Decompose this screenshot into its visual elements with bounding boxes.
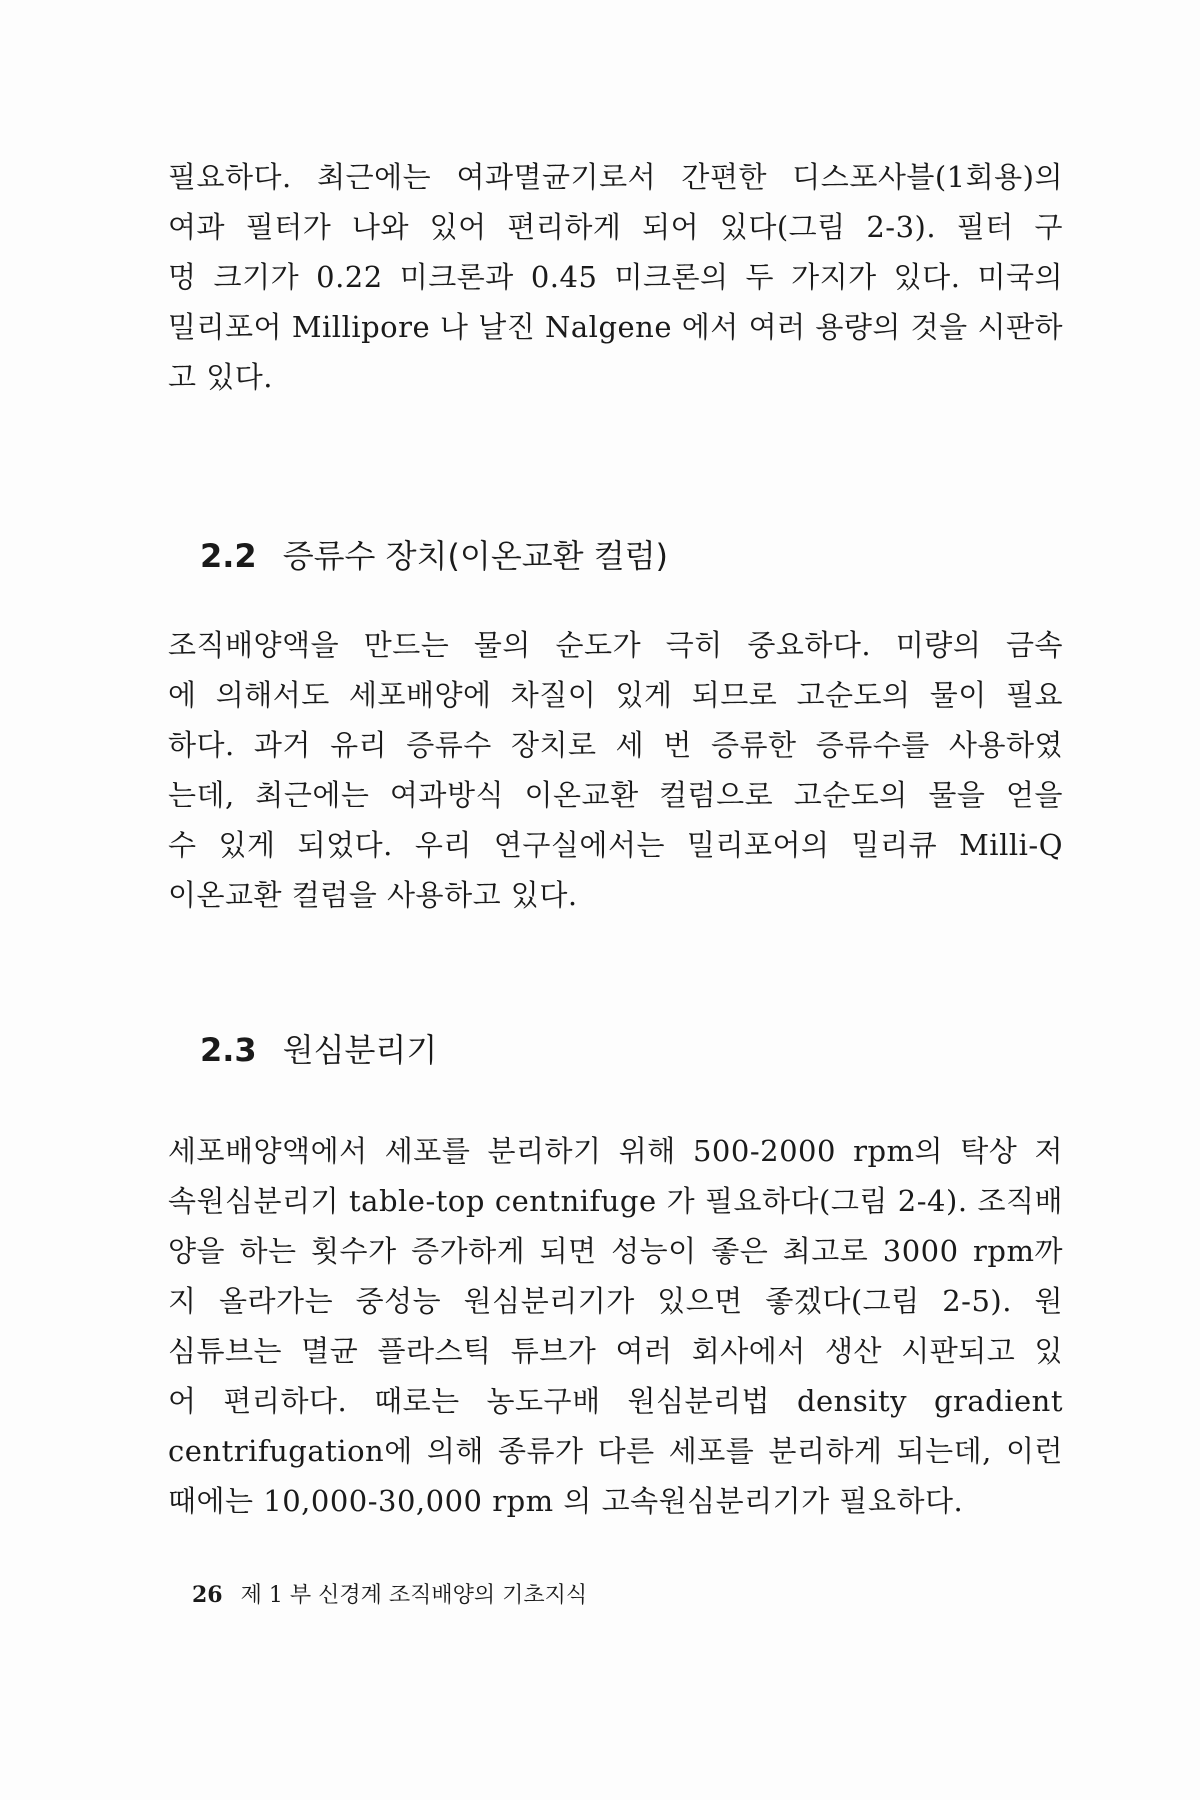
section-heading-2-2 <box>200 536 668 576</box>
paragraph-centrifuge <box>168 1126 1063 1526</box>
paragraph-line: 때에는 10,000-30,000 rpm 의 고속원심분리기가 필요하다. <box>168 1484 964 1518</box>
section-number: 2.2 <box>200 537 257 575</box>
paragraph-filter <box>168 152 1063 402</box>
section-title: 원심분리기 <box>282 1031 438 1069</box>
paragraph-line: 속원심분리기 table-top centnifuge 가 필요하다(그림 2-4). 조직배 <box>168 1184 1063 1218</box>
paragraph-line: 에 의해서도 세포배양에 차질이 있게 되므로 고순도의 물이 필요 <box>168 678 1063 712</box>
paragraph-line: 세포배양액에서 세포를 분리하기 위해 500-2000 rpm의 탁상 저 <box>168 1134 1063 1168</box>
paragraph-line: centrifugation에 의해 종류가 다른 세포를 분리하게 되는데, 이런 <box>168 1434 1063 1468</box>
page-footer <box>192 1580 587 1611</box>
paragraph-line: 심튜브는 멸균 플라스틱 튜브가 여러 회사에서 생산 시판되고 있 <box>168 1334 1063 1368</box>
paragraph-line: 고 있다. <box>168 360 273 394</box>
section-title: 증류수 장치(이온교환 컬럼) <box>282 537 669 575</box>
paragraph-line: 하다. 과거 유리 증류수 장치로 세 번 증류한 증류수를 사용하였 <box>168 728 1063 762</box>
paragraph-line: 필요하다. 최근에는 여과멸균기로서 간편한 디스포사블(1회용)의 <box>168 160 1063 194</box>
paragraph-line: 이온교환 컬럼을 사용하고 있다. <box>168 878 578 912</box>
running-title: 제 1 부 신경계 조직배양의 기초지식 <box>240 1583 588 1608</box>
paragraph-line: 어 편리하다. 때로는 농도구배 원심분리법 density gradient <box>168 1384 1063 1418</box>
paragraph-line: 양을 하는 횟수가 증가하게 되면 성능이 좋은 최고로 3000 rpm까 <box>168 1234 1063 1268</box>
section-heading-2-3 <box>200 1030 437 1070</box>
paragraph-distilled-water <box>168 620 1063 920</box>
page-number: 26 <box>192 1582 223 1608</box>
paragraph-line: 밀리포어 Millipore 나 날진 Nalgene 에서 여러 용량의 것을 시판하 <box>168 310 1063 344</box>
paragraph-line: 멍 크기가 0.22 미크론과 0.45 미크론의 두 가지가 있다. 미국의 <box>168 260 1063 294</box>
paragraph-line: 는데, 최근에는 여과방식 이온교환 컬럼으로 고순도의 물을 얻을 <box>168 778 1063 812</box>
paragraph-line: 지 올라가는 중성능 원심분리기가 있으면 좋겠다(그림 2-5). 원 <box>168 1284 1063 1318</box>
paragraph-line: 여과 필터가 나와 있어 편리하게 되어 있다(그림 2-3). 필터 구 <box>168 210 1063 244</box>
paragraph-line: 수 있게 되었다. 우리 연구실에서는 밀리포어의 밀리큐 Milli-Q <box>168 828 1063 862</box>
paragraph-line: 조직배양액을 만드는 물의 순도가 극히 중요하다. 미량의 금속 <box>168 628 1063 662</box>
section-number: 2.3 <box>200 1031 257 1069</box>
